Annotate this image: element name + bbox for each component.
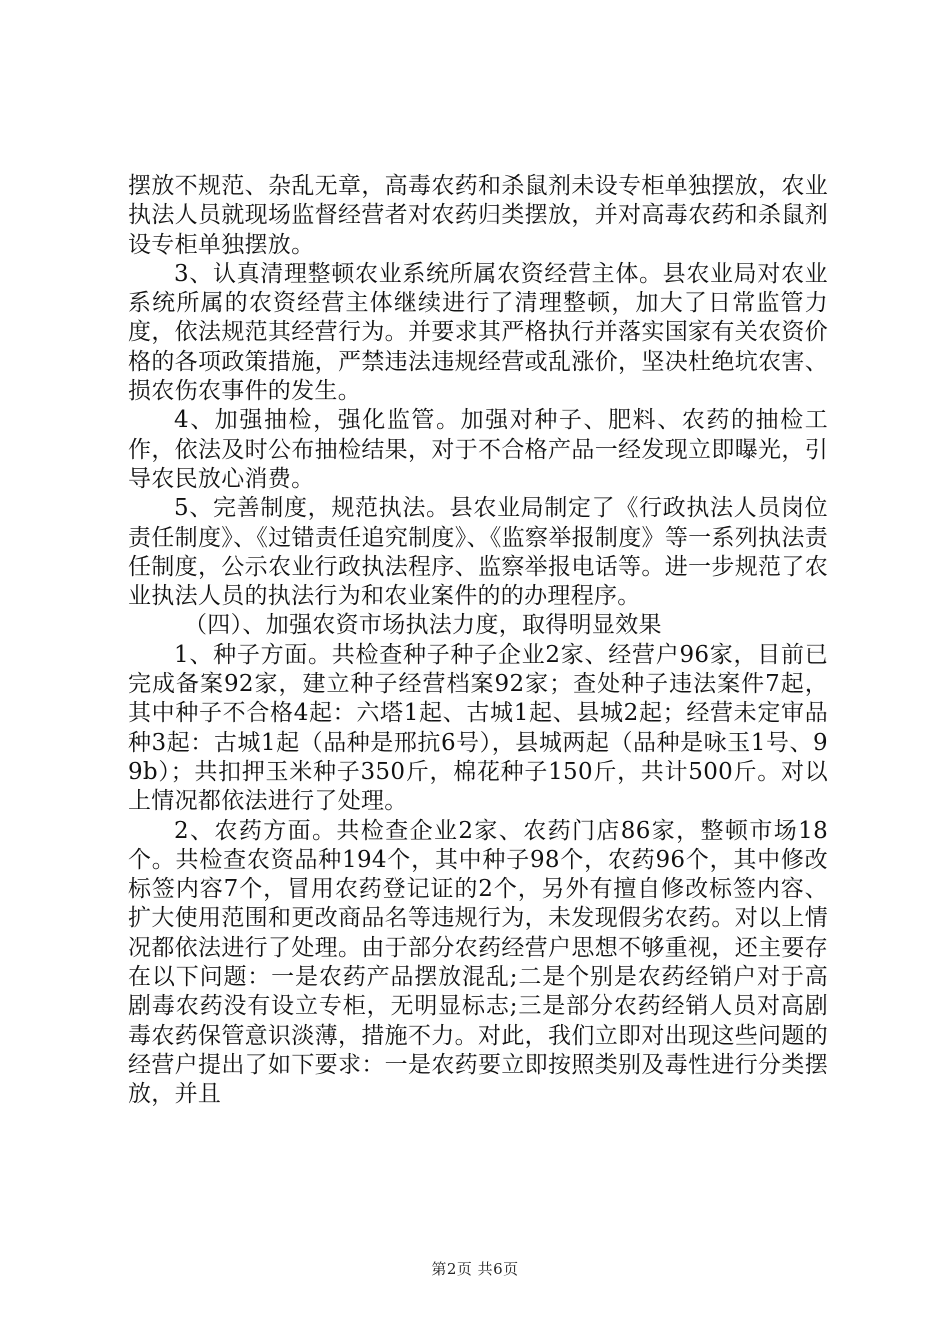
paragraph-item-5: 5、完善制度，规范执法。县农业局制定了《行政执法人员岗位责任制度》、《过错责任追究制度》、《监察举报制度》等一系列执法责任制度，公示农业行政执法程序、监察举报电话等。进一步规范了农业执法人员的执法行为和农业案件的的办理程序。: [128, 495, 828, 610]
paragraph-item-3: 3、认真清理整顿农业系统所属农资经营主体。县农业局对农业系统所属的农资经营主体继续进行了清理整顿，加大了日常监管力度，依法规范其经营行为。并要求其严格执行并落实国家有关农资价格的各项政策措施，严禁违法违规经营或乱涨价，坚决杜绝坑农害、损农伤农事件的发生。: [128, 260, 828, 405]
paragraph-seeds: 1、种子方面。共检查种子种子企业2家、经营户96家，目前已完成备案92家，建立种子经营档案92家；查处种子违法案件7起，其中种子不合格4起：六塔1起、古城1起、县城2起；经营未定审品种3起：古城1起（品种是邢抗6号），县城两起（品种是咏玉1号、99b）；共扣押玉米种子350斤，棉花种子150斤，共计500斤。对以上情况都依法进行了处理。: [128, 641, 828, 815]
section-heading: （四）、加强农资市场执法力度，取得明显效果: [184, 612, 662, 639]
paragraph-pesticides: 2、农药方面。共检查企业2家、农药门店86家，整顿市场18个。共检查农资品种194个，其中种子98个，农药96个，其中修改标签内容7个，冒用农药登记证的2个，另外有擅自修改标签内容、扩大使用范围和更改商品名等违规行为，未发现假劣农药。对以上情况都依法进行了处理。由于部分农药经营户思想不够重视，还主要存在以下问题：一是农药产品摆放混乱;二是个别是农药经销户对于高剧毒农药没有设立专柜，无明显标志;三是部分农药经销人员对高剧毒农药保管意识淡薄，措施不力。对此，我们立即对出现这些问题的经营户提出了如下要求：一是农药要立即按照类别及毒性进行分类摆放，并且: [128, 817, 828, 1108]
page-number-footer: 第2页 共6页: [431, 1260, 519, 1278]
document-body: [128, 172, 828, 1110]
paragraph-item-4: 4、加强抽检，强化监管。加强对种子、肥料、农药的抽检工作，依法及时公布抽检结果，对于不合格产品一经发现立即曝光，引导农民放心消费。: [128, 407, 828, 492]
paragraph-continuation: 摆放不规范、杂乱无章，高毒农药和杀鼠剂未设专柜单独摆放，农业执法人员就现场监督经营者对农药归类摆放，并对高毒农药和杀鼠剂设专柜单独摆放。: [128, 173, 828, 258]
